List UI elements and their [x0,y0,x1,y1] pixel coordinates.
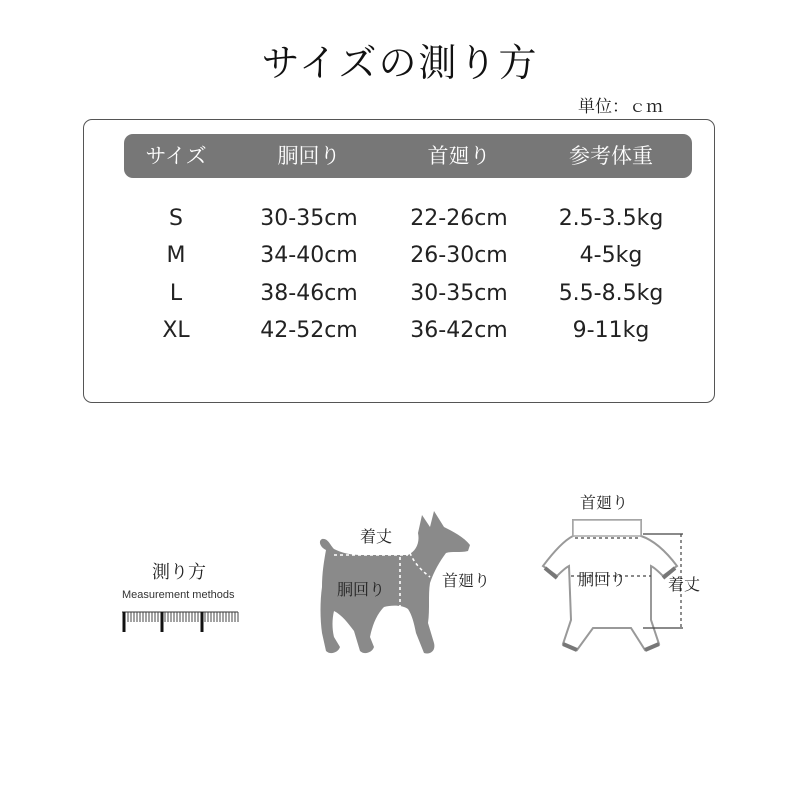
cell-size: XL [162,318,190,343]
measure-subtitle: Measurement methods [122,589,235,601]
cell-weight: 5.5-8.5kg [558,281,664,306]
cell-chest: 42-52cm [260,318,358,343]
dog-chest-label: 胴回り [337,580,386,599]
table-row [84,276,716,312]
garment-chest-label: 胴回り [578,570,627,589]
cell-weight: 9-11kg [572,318,650,343]
header-neck: 首廻り [427,144,491,168]
dog-neck-label: 首廻り [442,571,491,590]
unit-label: 単位：ｃｍ [578,97,663,117]
cell-neck: 26-30cm [410,243,508,268]
dog-length-label: 着丈 [360,527,393,546]
cell-size: L [169,281,183,306]
table-row [84,201,716,237]
cell-size: S [169,206,183,231]
size-table [83,119,715,403]
garment-length-label: 着丈 [668,575,701,594]
table-row [84,238,716,274]
measure-title: 測り方 [152,562,206,583]
header-weight: 参考体重 [569,144,653,168]
cell-neck: 30-35cm [410,281,508,306]
cell-size: M [166,243,186,268]
cell-chest: 34-40cm [260,243,358,268]
cell-weight: 4-5kg [579,243,643,268]
cell-chest: 38-46cm [260,281,358,306]
cell-neck: 36-42cm [410,318,508,343]
cell-neck: 22-26cm [410,206,508,231]
ruler-icon [120,606,245,636]
header-size: サイズ [145,144,207,168]
page-title: サイズの測り方 [261,41,539,85]
header-chest: 胴回り [277,144,341,168]
cell-weight: 2.5-3.5kg [558,206,664,231]
garment-neck-label: 首廻り [580,493,629,512]
table-row [84,313,716,349]
cell-chest: 30-35cm [260,206,358,231]
